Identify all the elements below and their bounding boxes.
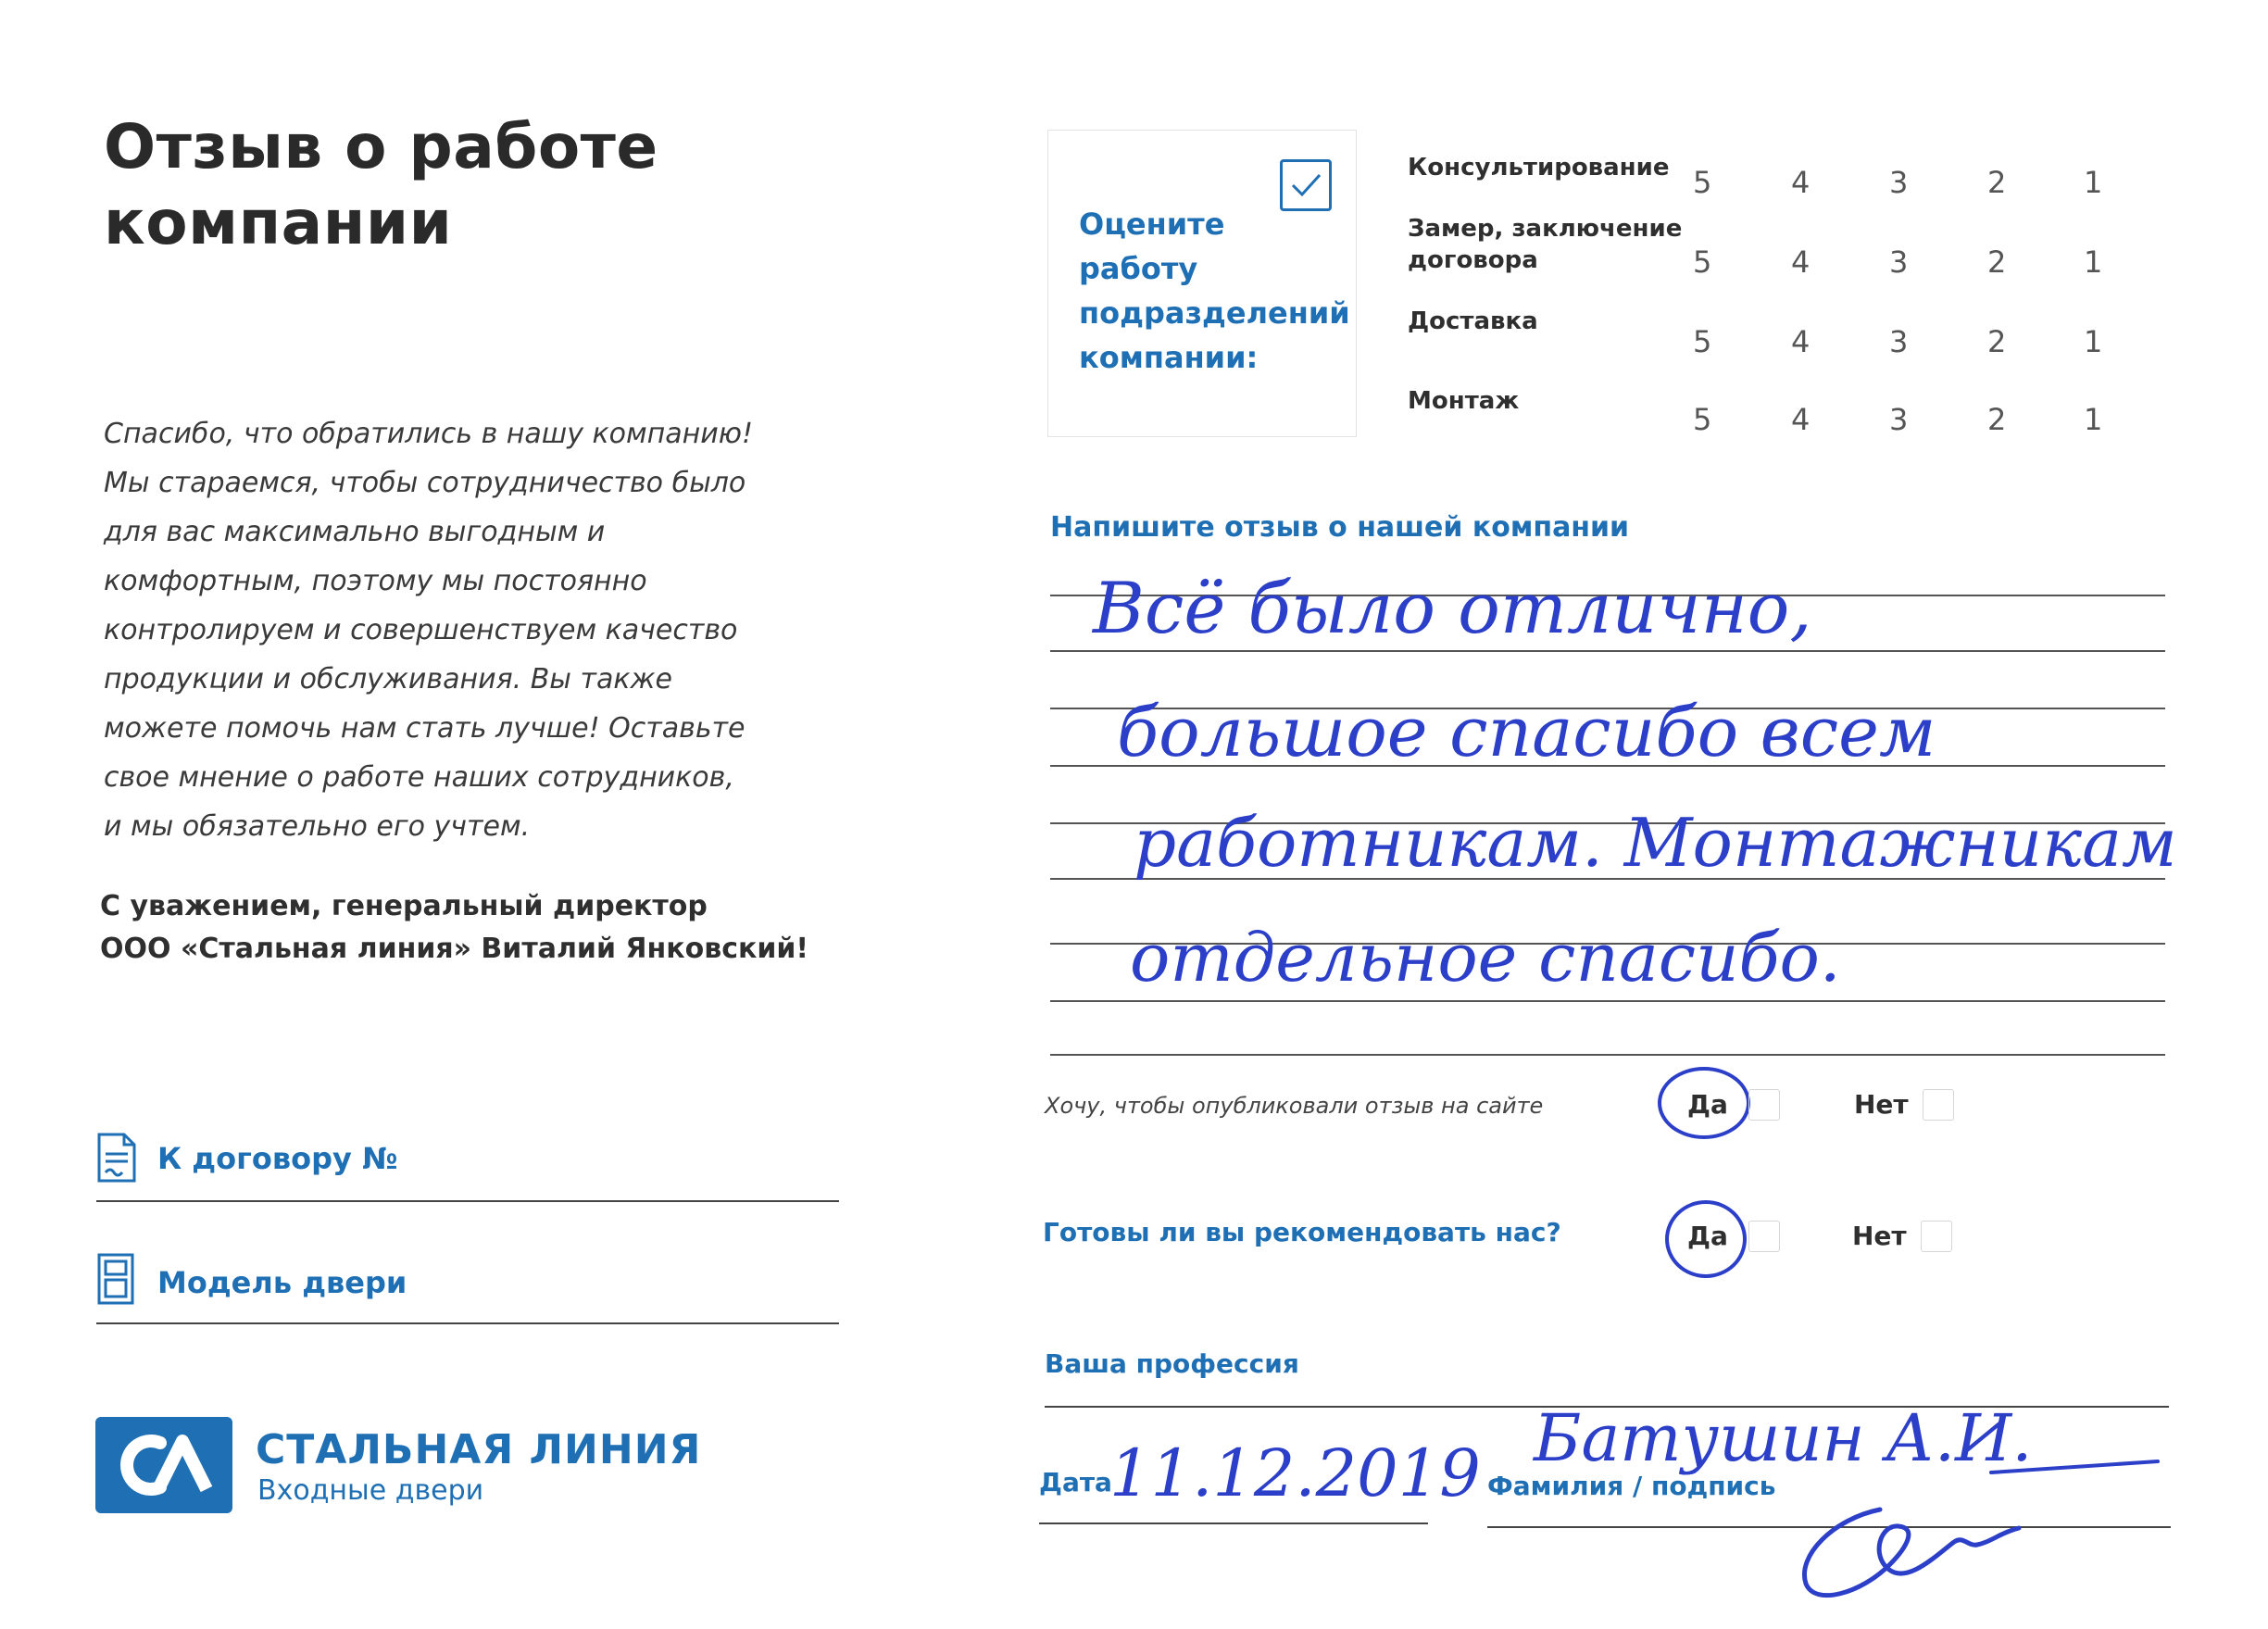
score-option[interactable]: 3 bbox=[1889, 402, 1909, 437]
criterion-consulting bbox=[1408, 152, 1670, 183]
review-text-line: отдельное спасибо. bbox=[1130, 919, 1841, 996]
intro-line: можете помочь нам стать лучше! Оставьте bbox=[104, 712, 746, 745]
score-option[interactable]: 2 bbox=[1987, 402, 2007, 437]
criterion-label: Монтаж bbox=[1408, 387, 1520, 415]
score-option[interactable]: 5 bbox=[1693, 402, 1712, 437]
intro-line: Мы стараемся, чтобы сотрудничество было bbox=[104, 467, 746, 499]
score-option[interactable]: 1 bbox=[2084, 324, 2103, 359]
score-option[interactable]: 4 bbox=[1791, 402, 1811, 437]
score-option[interactable]: 3 bbox=[1889, 165, 1909, 200]
company-logo bbox=[95, 1417, 232, 1513]
criterion-label: Замер, заключение bbox=[1408, 215, 1683, 243]
contract-underline[interactable] bbox=[96, 1200, 839, 1202]
score-option[interactable]: 4 bbox=[1791, 324, 1811, 359]
recommend-question: Готовы ли вы рекомендовать нас? bbox=[1043, 1217, 1561, 1247]
intro-line: контролируем и совершенствуем качество bbox=[104, 614, 738, 646]
review-text-line: большое спасибо всем bbox=[1117, 693, 1936, 772]
door-model-label: Модель двери bbox=[157, 1265, 407, 1300]
logo-subtitle: Входные двери bbox=[257, 1474, 484, 1507]
score-option[interactable]: 5 bbox=[1693, 165, 1712, 200]
score-option[interactable]: 1 bbox=[2084, 165, 2103, 200]
rating-title-line: компании: bbox=[1079, 340, 1259, 375]
name-value[interactable]: Батушин А.И. bbox=[1534, 1400, 2033, 1476]
rating-title-line: подразделений bbox=[1079, 295, 1350, 331]
intro-line: комфортным, поэтому мы постоянно bbox=[104, 565, 647, 597]
form-title-line1: Отзыв о работе bbox=[104, 111, 658, 182]
intro-line: Спасибо, что обратились в нашу компанию! bbox=[104, 418, 754, 450]
rating-title-line: работу bbox=[1079, 251, 1198, 286]
score-option[interactable]: 5 bbox=[1693, 244, 1712, 280]
form-title-line2: компании bbox=[104, 187, 453, 258]
signature-line2: ООО «Стальная линия» Виталий Янковский! bbox=[100, 933, 809, 965]
intro-line: и мы обязательно его учтем. bbox=[104, 810, 531, 843]
recommend-no-label: Нет bbox=[1852, 1221, 1907, 1251]
criterion-label: Доставка bbox=[1408, 307, 1538, 335]
score-option[interactable]: 3 bbox=[1889, 324, 1909, 359]
score-option[interactable]: 2 bbox=[1987, 244, 2007, 280]
score-option[interactable]: 5 bbox=[1693, 324, 1712, 359]
date-underline bbox=[1039, 1522, 1428, 1524]
score-option[interactable]: 2 bbox=[1987, 165, 2007, 200]
intro-text bbox=[104, 409, 808, 851]
publish-no-checkbox[interactable] bbox=[1923, 1089, 1954, 1121]
review-text-line: Всё было отлично, bbox=[1093, 567, 1812, 649]
recommend-yes-label: Да bbox=[1687, 1221, 1728, 1251]
review-line bbox=[1050, 1054, 2165, 1056]
publish-no-label: Нет bbox=[1854, 1089, 1909, 1120]
profession-label: Ваша профессия bbox=[1045, 1348, 1299, 1379]
recommend-yes-checkbox[interactable] bbox=[1748, 1221, 1780, 1252]
criterion-measurement bbox=[1408, 213, 1682, 276]
date-label: Дата bbox=[1039, 1467, 1112, 1497]
publish-question: Хочу, чтобы опубликовали отзыв на сайте bbox=[1045, 1093, 1544, 1119]
criterion-delivery bbox=[1408, 306, 1538, 337]
document-icon bbox=[96, 1132, 137, 1184]
intro-line: для вас максимально выгодным и bbox=[104, 516, 606, 548]
score-option[interactable]: 3 bbox=[1889, 244, 1909, 280]
signature-line1: С уважением, генеральный директор bbox=[100, 890, 708, 922]
director-signature-text bbox=[100, 885, 808, 971]
contract-label: К договору № bbox=[157, 1141, 398, 1176]
review-line bbox=[1050, 650, 2165, 652]
publish-yes-label: Да bbox=[1687, 1089, 1728, 1120]
name-label: Фамилия / подпись bbox=[1487, 1471, 1776, 1501]
score-option[interactable]: 4 bbox=[1791, 165, 1811, 200]
criterion-label-2: договора bbox=[1408, 246, 1538, 274]
handwritten-signature bbox=[1778, 1454, 2167, 1611]
form-title bbox=[104, 109, 658, 261]
rating-title-line: Оцените bbox=[1079, 207, 1225, 242]
score-option[interactable]: 4 bbox=[1791, 244, 1811, 280]
intro-line: продукции и обслуживания. Вы также bbox=[104, 663, 672, 695]
rating-title bbox=[1079, 202, 1350, 380]
review-text-line: работникам. Монтажникам bbox=[1134, 804, 2177, 882]
score-option[interactable]: 1 bbox=[2084, 402, 2103, 437]
score-option[interactable]: 1 bbox=[2084, 244, 2103, 280]
criterion-label: Консультирование bbox=[1408, 154, 1670, 182]
score-option[interactable]: 2 bbox=[1987, 324, 2007, 359]
recommend-no-checkbox[interactable] bbox=[1921, 1221, 1952, 1252]
logo-company-name: СТАЛЬНАЯ ЛИНИЯ bbox=[256, 1426, 702, 1473]
review-line bbox=[1050, 1000, 2165, 1002]
intro-line: свое мнение о работе наших сотрудников, bbox=[104, 761, 734, 794]
criterion-installation bbox=[1408, 385, 1519, 417]
door-icon bbox=[96, 1252, 135, 1306]
door-model-underline[interactable] bbox=[96, 1322, 839, 1324]
review-heading: Напишите отзыв о нашей компании bbox=[1050, 511, 1630, 544]
date-value[interactable]: 11.12.2019 bbox=[1109, 1435, 1481, 1511]
publish-yes-checkbox[interactable] bbox=[1748, 1089, 1780, 1121]
